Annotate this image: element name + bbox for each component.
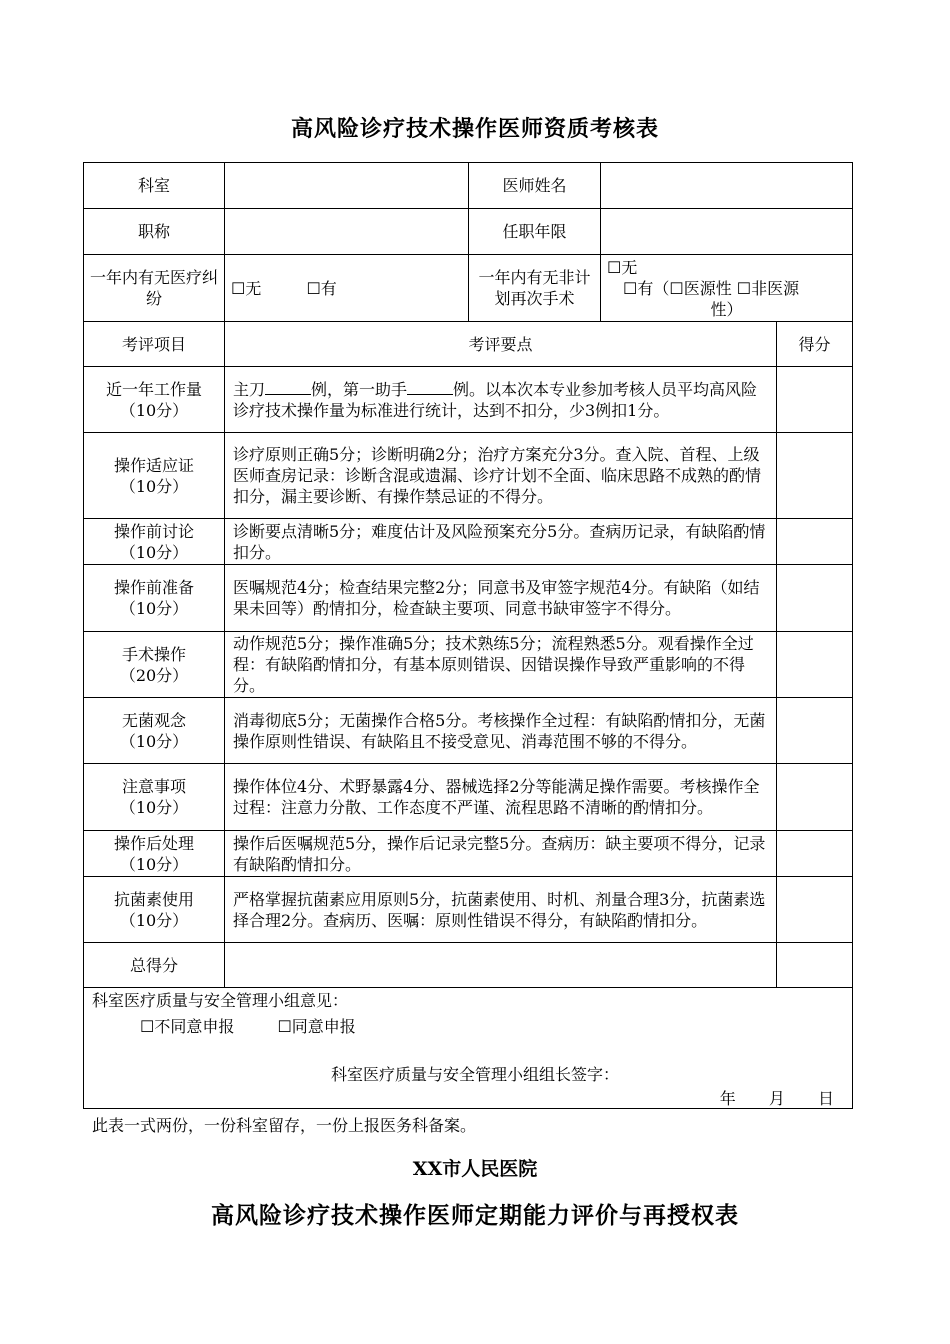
criteria-points: 动作规范5分；操作准确5分；技术熟练5分；流程熟悉5分。观看操作全过程：有缺陷酌情扣分，有基本原则错误、因错误操作导致严重影响的不得分。: [225, 632, 777, 698]
header-item: 考评项目: [84, 322, 225, 367]
info-row-dept: [84, 163, 853, 209]
criteria-points: 严格掌握抗菌素应用原则5分，抗菌素使用、时机、剂量合理3分，抗菌素选择合理2分。查病历、医嘱：原则性错误不得分，有缺陷酌情扣分。: [225, 877, 777, 943]
criteria-row: [84, 433, 853, 519]
criteria-score: （20分）: [119, 665, 189, 685]
criteria-points: 医嘱规范4分；检查结果完整2分；同意书及审签字规范4分。有缺陷（如结果未回等）酌情扣分，检查缺主要项、同意书缺审签字不得分。: [225, 565, 777, 632]
date-month: 月: [768, 1089, 785, 1108]
opinion-choices: [140, 1016, 394, 1037]
criteria-text: 主刀: [233, 379, 266, 399]
criteria-score: （10分）: [119, 400, 189, 420]
form-note: 此表一式两份，一份科室留存，一份上报医务科备案。: [92, 1116, 477, 1135]
criteria-row: [84, 519, 853, 565]
tenure-value[interactable]: [601, 209, 853, 255]
criteria-row: [84, 367, 853, 433]
criteria-name: 注意事项: [121, 777, 186, 796]
header-row: [84, 322, 853, 367]
dispute-none-checkbox[interactable]: ☐无: [231, 278, 262, 298]
criteria-row: [84, 764, 853, 831]
reop-label: 一年内有无非计划再次手术: [469, 255, 601, 322]
signature-date: [692, 1088, 834, 1109]
score-cell[interactable]: [777, 877, 853, 943]
criteria-name: 无菌观念: [121, 710, 186, 730]
criteria-name: 操作前准备: [113, 578, 194, 597]
criteria-name: 操作后处理: [113, 833, 194, 853]
total-label: 总得分: [84, 943, 225, 988]
dispute-options: [225, 255, 469, 322]
header-points: 考评要点: [225, 322, 777, 367]
position-label: 职称: [84, 209, 225, 255]
criteria-points: [225, 367, 777, 433]
reop-yes-checkbox[interactable]: ☐有（☐医源性 ☐非医源: [623, 278, 800, 298]
score-cell[interactable]: [777, 632, 853, 698]
criteria-item: [84, 698, 225, 764]
criteria-score: （10分）: [119, 731, 189, 751]
criteria-item: [84, 367, 225, 433]
score-cell[interactable]: [777, 367, 853, 433]
hospital-name: XX市人民医院: [412, 1158, 538, 1180]
criteria-score: （10分）: [119, 542, 189, 562]
criteria-name: 操作前讨论: [113, 521, 194, 541]
criteria-name: 操作适应证: [113, 455, 194, 475]
criteria-score: （10分）: [119, 854, 189, 874]
dispute-yes-checkbox[interactable]: ☐有: [306, 278, 337, 298]
score-cell[interactable]: [777, 764, 853, 831]
reop-none-checkbox[interactable]: ☐无: [607, 257, 638, 277]
criteria-name: 手术操作: [121, 644, 186, 664]
criteria-item: [84, 877, 225, 943]
agree-checkbox[interactable]: ☐同意申报: [277, 1017, 356, 1036]
tenure-label: 任职年限: [469, 209, 601, 255]
date-year: 年: [719, 1089, 736, 1108]
surgeon-count-blank[interactable]: [265, 380, 311, 395]
doctor-name-value[interactable]: [601, 163, 853, 209]
dept-label: 科室: [84, 163, 225, 209]
opinion-row: [84, 988, 853, 1109]
header-score: 得分: [777, 322, 853, 367]
page-title: 高风险诊疗技术操作医师资质考核表: [290, 116, 659, 142]
info-row-history: [84, 255, 853, 322]
criteria-points: 诊疗原则正确5分；诊断明确2分；治疗方案充分3分。查入院、首程、上级医师查房记录：诊断含混或遗漏、诊疗计划不全面、临床思路不成熟的酌情扣分，漏主要诊断、有操作禁忌证的不得分。: [225, 433, 777, 519]
criteria-points: 消毒彻底5分；无菌操作合格5分。考核操作全过程：有缺陷酌情扣分，无菌操作原则性错误、有缺陷且不接受意见、消毒范围不够的不得分。: [225, 698, 777, 764]
score-cell[interactable]: [777, 698, 853, 764]
total-score-cell[interactable]: [777, 943, 853, 988]
criteria-score: （10分）: [119, 798, 189, 817]
criteria-item: [84, 632, 225, 698]
reop-options: [601, 255, 853, 322]
criteria-score: （10分）: [119, 910, 189, 930]
criteria-row: [84, 698, 853, 764]
criteria-name: 近一年工作量: [105, 379, 202, 399]
assessment-table: [83, 162, 853, 1109]
opinion-title: 科室医疗质量与安全管理小组意见：: [92, 991, 349, 1010]
criteria-points: 操作体位4分、术野暴露4分、器械选择2分等能满足操作需要。考核操作全过程：注意力分散、工作态度不严谨、流程思路不清晰的酌情扣分。: [225, 764, 777, 831]
criteria-item: [84, 764, 225, 831]
doctor-name-label: 医师姓名: [469, 163, 601, 209]
second-form-title: 高风险诊疗技术操作医师定期能力评价与再授权表: [211, 1202, 739, 1229]
info-row-position: [84, 209, 853, 255]
criteria-text: 例。以本次本专业参加考核人员平均高风险诊疗技术操作量为标准进行统计，达到不扣分，少3例扣1分。: [233, 379, 758, 420]
criteria-text: 例，第一助手: [311, 379, 408, 399]
criteria-points: 操作后医嘱规范5分，操作后记录完整5分。查病历：缺主要项不得分，记录有缺陷酌情扣分。: [225, 831, 777, 877]
criteria-points: 诊断要点清晰5分；难度估计及风险预案充分5分。查病历记录，有缺陷酌情扣分。: [225, 519, 777, 565]
criteria-score: （10分）: [119, 599, 189, 618]
criteria-item: [84, 565, 225, 632]
total-points-blank: [225, 943, 777, 988]
assistant-count-blank[interactable]: [407, 380, 453, 395]
criteria-item: [84, 519, 225, 565]
opinion-section: [84, 988, 853, 1109]
score-cell[interactable]: [777, 565, 853, 632]
criteria-score: （10分）: [119, 476, 189, 496]
criteria-name: 抗菌素使用: [113, 889, 194, 909]
criteria-row: [84, 565, 853, 632]
score-cell[interactable]: [777, 433, 853, 519]
score-cell[interactable]: [777, 519, 853, 565]
total-row: [84, 943, 853, 988]
position-value[interactable]: [225, 209, 469, 255]
dispute-label: 一年内有无医疗纠纷: [84, 255, 225, 322]
criteria-row: [84, 632, 853, 698]
criteria-row: [84, 831, 853, 877]
disagree-checkbox[interactable]: ☐不同意申报: [140, 1017, 235, 1036]
criteria-item: [84, 831, 225, 877]
score-cell[interactable]: [777, 831, 853, 877]
date-day: 日: [817, 1089, 834, 1108]
reop-yes-continued: 性）: [710, 299, 743, 319]
leader-signature-label: 科室医疗质量与安全管理小组组长签字：: [331, 1065, 620, 1084]
criteria-row: [84, 877, 853, 943]
criteria-item: [84, 433, 225, 519]
dept-value[interactable]: [225, 163, 469, 209]
